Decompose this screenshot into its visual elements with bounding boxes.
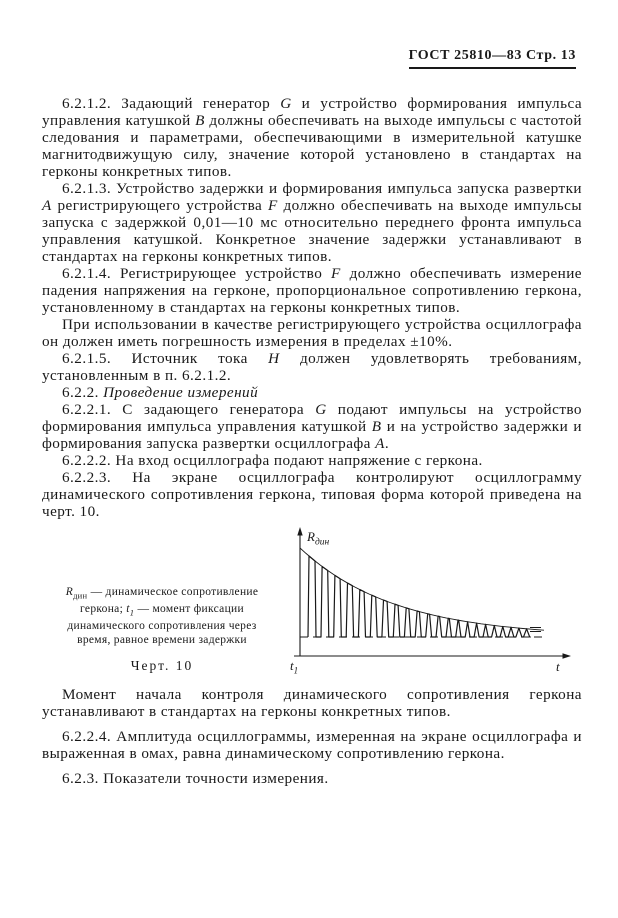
paragraph [42, 180, 582, 265]
text-segment: — момент фиксации [134, 603, 244, 616]
text-segment: A [375, 435, 385, 452]
text-segment: должно обеспечивать на выходе импульсы запуска с задержкой 0,01—10 мс относительно переднего фронта импульса управления катушкой. Конкретное значение задержки устанавливают в стандартах на герконы конкретных типов. [42, 197, 582, 265]
oscillogram-figure [282, 524, 582, 676]
text-segment: H [268, 350, 280, 367]
text-segment: 6.2.3. Показатели точности измерения. [62, 770, 329, 787]
text-segment: 6.2.1.3. Устройство задержки и формирования импульса запуска развертки [62, 180, 582, 197]
text-segment: 6.2.2.4. Амплитуда осциллограммы, измеренная на экране осциллографа и выраженная в омах, равна динамическому сопротивлению геркона. [42, 728, 582, 762]
text-segment: G [280, 95, 292, 112]
text-segment: R [65, 586, 74, 599]
text-segment: G [315, 401, 327, 418]
y-axis-label: $R_{дин}$ [307, 529, 330, 548]
text-segment: 6.2.2.2. На вход осциллографа подают напряжение с геркона. [62, 452, 483, 469]
figure-caption [66, 586, 259, 647]
text-segment: A [42, 197, 52, 214]
y-axis-arrow-icon [297, 527, 302, 536]
text-segment: 6.2.1.2. Задающий генератор [62, 95, 281, 112]
text-segment: B [195, 112, 205, 129]
page-header [42, 46, 576, 69]
text-segment: и устройство формирования импульса управления катушкой [42, 95, 583, 129]
text-segment: регистрирующего устройства [51, 197, 269, 214]
text-segment: 6.2.1.4. Регистрирующее устройство [62, 265, 332, 282]
paragraph [42, 686, 582, 720]
decay-envelope-curve [300, 548, 544, 630]
paragraph [42, 401, 582, 452]
origin-label: $t_1$ [290, 658, 299, 676]
text-segment: t [126, 603, 130, 616]
text-segment: Проведение измерений [103, 384, 259, 401]
text-segment: должен удовлетворять требованиям, установленным в п. 6.2.1.2. [42, 350, 582, 384]
text-segment: B [371, 418, 382, 435]
text-segment: F [331, 265, 341, 282]
text-segment: время, равное времени задержки [77, 633, 247, 646]
text-segment: должно обеспечивать измерение падения напряжения на герконе, пропорциональное сопротивлению геркона, установленному в стандартах на герконы конкретных типов. [42, 265, 582, 316]
figure-number: Черт. 10 [130, 658, 194, 673]
text-segment: геркона; [80, 603, 127, 616]
x-axis-label: t [556, 659, 560, 674]
paragraph [42, 452, 582, 469]
x-axis-arrow-icon [563, 653, 572, 658]
text-segment: 6.2.2. [62, 384, 104, 401]
paragraph [42, 384, 582, 401]
paragraph [42, 265, 582, 316]
header-title: ГОСТ 25810—83 Стр. 13 [409, 48, 576, 69]
figure-caption-column [42, 524, 282, 676]
text-segment: 6.2.2.1. С задающего генератора [62, 401, 316, 418]
text-segment: Момент начала контроля динамического сопротивления геркона устанавливают в стандартах на герконы конкретных типов. [42, 686, 582, 720]
text-segment: 1 [129, 607, 135, 618]
paragraph [42, 316, 582, 350]
body-text-after-figure [42, 686, 582, 787]
text-segment: 6.2.2.3. На экране осциллографа контролируют осциллограмму динамического сопротивления геркона, типовая форма которой приведена на черт. 10. [42, 469, 582, 520]
paragraph [42, 728, 582, 762]
text-segment: подают импульсы на устройство формирования импульса управления катушкой [42, 401, 582, 435]
text-segment: F [268, 197, 278, 214]
body-text-before-figure [42, 95, 582, 520]
text-segment: . [384, 435, 390, 452]
text-segment: — динамическое сопротивление [87, 586, 259, 599]
paragraph [42, 95, 582, 180]
paragraph [42, 469, 582, 520]
text-segment: 6.2.1.5. Источник тока [62, 350, 269, 367]
text-segment: дин [73, 590, 88, 601]
paragraph [42, 350, 582, 384]
paragraph [42, 770, 582, 787]
pulse-waveform [308, 556, 531, 637]
text-segment: При использовании в качестве регистрирующего устройства осциллографа он должен иметь погрешность измерения в пределах ±10%. [42, 316, 582, 350]
figure-10 [42, 524, 582, 676]
text-segment: и на устройство задержки и формирования запуска развертки осциллографа [42, 418, 582, 452]
text-segment: должны обеспечивать на выходе импульсы с частотой следования и параметрами, обеспечивающими в измерительной катушке магнитодвижущую силу, значение которой установлено в стандартах на герконы конкретных типов. [42, 112, 582, 180]
text-segment: динамического сопротивления через [67, 620, 257, 632]
